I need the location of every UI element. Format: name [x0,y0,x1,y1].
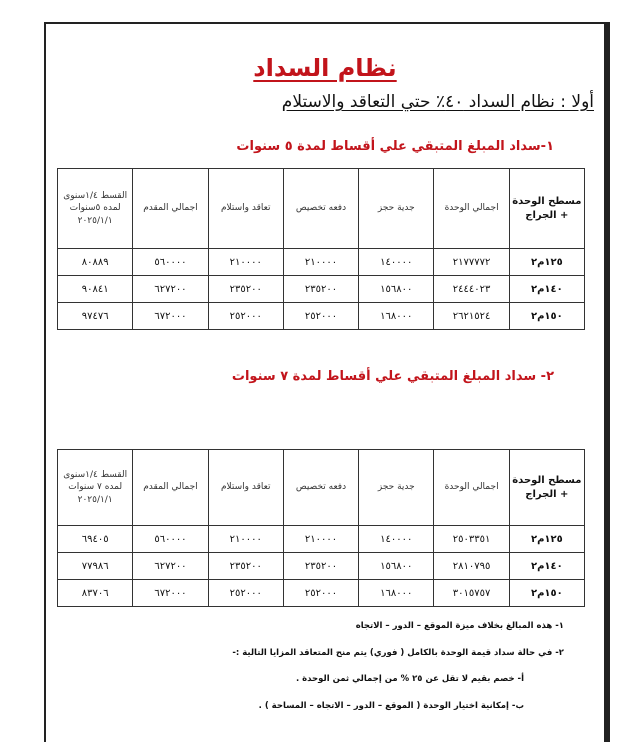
header-booking: جدية حجز [359,450,434,526]
table-cell: ١٤٠م٢ [509,276,584,303]
table-cell: ٦٧٢٠٠٠ [133,580,208,607]
table-cell: ٢١٠٠٠٠ [283,526,358,553]
table-cell: ٧٧٩٨٦ [58,553,133,580]
header-contract: تعاقد واستلام [208,450,283,526]
table-cell: ٦٩٤٠٥ [58,526,133,553]
table-cell: ٢٥٢٠٠٠ [208,303,283,330]
note-item: ١- هذه المبالغ بخلاف ميزة الموقع – الدور – الاتجاه [355,621,564,631]
table-cell: ١٦٨٠٠٠ [359,303,434,330]
table-cell: ٢٣٥٢٠٠ [208,553,283,580]
section-heading: أولا : نظام السداد ٤٠٪ حتي التعاقد والاستلام [281,92,594,112]
table-cell: ١٥٦٨٠٠ [359,553,434,580]
table-cell: ٢٣٥٢٠٠ [283,276,358,303]
table-row [58,580,585,607]
table-cell: ١٤٠٠٠٠ [359,526,434,553]
plan1-heading: ١-سداد المبلغ المتبقي علي أقساط لمدة ٥ سنوات [236,139,554,154]
header-allocation: دفعه تخصيص [283,450,358,526]
table-cell: ١٥٠م٢ [509,580,584,607]
table-cell: ٦٧٢٠٠٠ [133,303,208,330]
header-allocation: دفعه تخصيص [283,169,358,249]
table-cell: ١٢٥م٢ [509,249,584,276]
header-downpayment-total: اجمالي المقدم [133,169,208,249]
table-cell: ٨٠٨٨٩ [58,249,133,276]
table-cell: ٦٢٧٢٠٠ [133,553,208,580]
table-header-row [58,169,585,249]
plan2-table [57,449,585,607]
table-cell: ١٥٦٨٠٠ [359,276,434,303]
table-cell: ٨٣٧٠٦ [58,580,133,607]
table-cell: ٥٦٠٠٠٠ [133,526,208,553]
note-subitem: ب- إمكانية اختيار الوحدة ( الموقع – الدور – الاتجاه – المساحة ) . [258,700,524,711]
document-page [44,22,610,742]
table-cell: ٦٢٧٢٠٠ [133,276,208,303]
page-title: نظام السداد [253,54,397,82]
header-unit-area: مسطح الوحدة + الجراج [509,169,584,249]
table-cell: ٢١٠٠٠٠ [208,249,283,276]
table-row [58,249,585,276]
table-cell: ١٥٠م٢ [509,303,584,330]
table-cell: ٢٣٥٢٠٠ [208,276,283,303]
table-cell: ٢٥٠٣٣٥١ [434,526,509,553]
table-cell: ٢٣٥٢٠٠ [283,553,358,580]
plan2-heading: ٢- سداد المبلغ المتبقي علي أقساط لمدة ٧ سنوات [231,369,554,384]
table-cell: ٢٤٤٤٠٢٣ [434,276,509,303]
note-subitem: أ- خصم بقيم لا تقل عن ٢٥ % من إجمالي ثمن الوحدة . [295,674,524,684]
table-cell: ٩٧٤٧٦ [58,303,133,330]
table-row [58,303,585,330]
header-booking: جدية حجز [359,169,434,249]
table-cell: ١٦٨٠٠٠ [359,580,434,607]
table-cell: ١٢٥م٢ [509,526,584,553]
table-cell: ٣٠١٥٧٥٧ [434,580,509,607]
table-cell: ٢٥٢٠٠٠ [208,580,283,607]
table-cell: ١٤٠م٢ [509,553,584,580]
table-cell: ٥٦٠٠٠٠ [133,249,208,276]
table-row [58,553,585,580]
header-quarterly-installment: القسط ١/٤سنوى لمده ٧ سنوات ٢٠٢٥/١/١ [58,450,133,526]
table-row [58,276,585,303]
notes-list [66,622,564,728]
header-quarterly-installment: القسط ١/٤سنوى لمده ٥سنوات ٢٠٢٥/١/١ [58,169,133,249]
header-unit-total: اجمالي الوحدة [434,450,509,526]
note-item: ٢- في حالة سداد قيمة الوحدة بالكامل ( فوري) يتم منح المتعاقد المزايا التالية :- [232,647,564,658]
table-cell: ٢٥٢٠٠٠ [283,303,358,330]
table-cell: ٢١٠٠٠٠ [208,526,283,553]
table-cell: ٢١٧٧٧٧٢ [434,249,509,276]
table-cell: ٢٨١٠٧٩٥ [434,553,509,580]
header-unit-total: اجمالي الوحدة [434,169,509,249]
header-contract: تعاقد واستلام [208,169,283,249]
header-unit-area: مسطح الوحدة + الجراج [509,450,584,526]
plan1-table [57,168,585,330]
table-cell: ٢٦٢١٥٢٤ [434,303,509,330]
header-downpayment-total: اجمالي المقدم [133,450,208,526]
table-cell: ١٤٠٠٠٠ [359,249,434,276]
table-row [58,526,585,553]
table-cell: ٢٥٢٠٠٠ [283,580,358,607]
table-cell: ٩٠٨٤١ [58,276,133,303]
table-cell: ٢١٠٠٠٠ [283,249,358,276]
table-header-row [58,450,585,526]
